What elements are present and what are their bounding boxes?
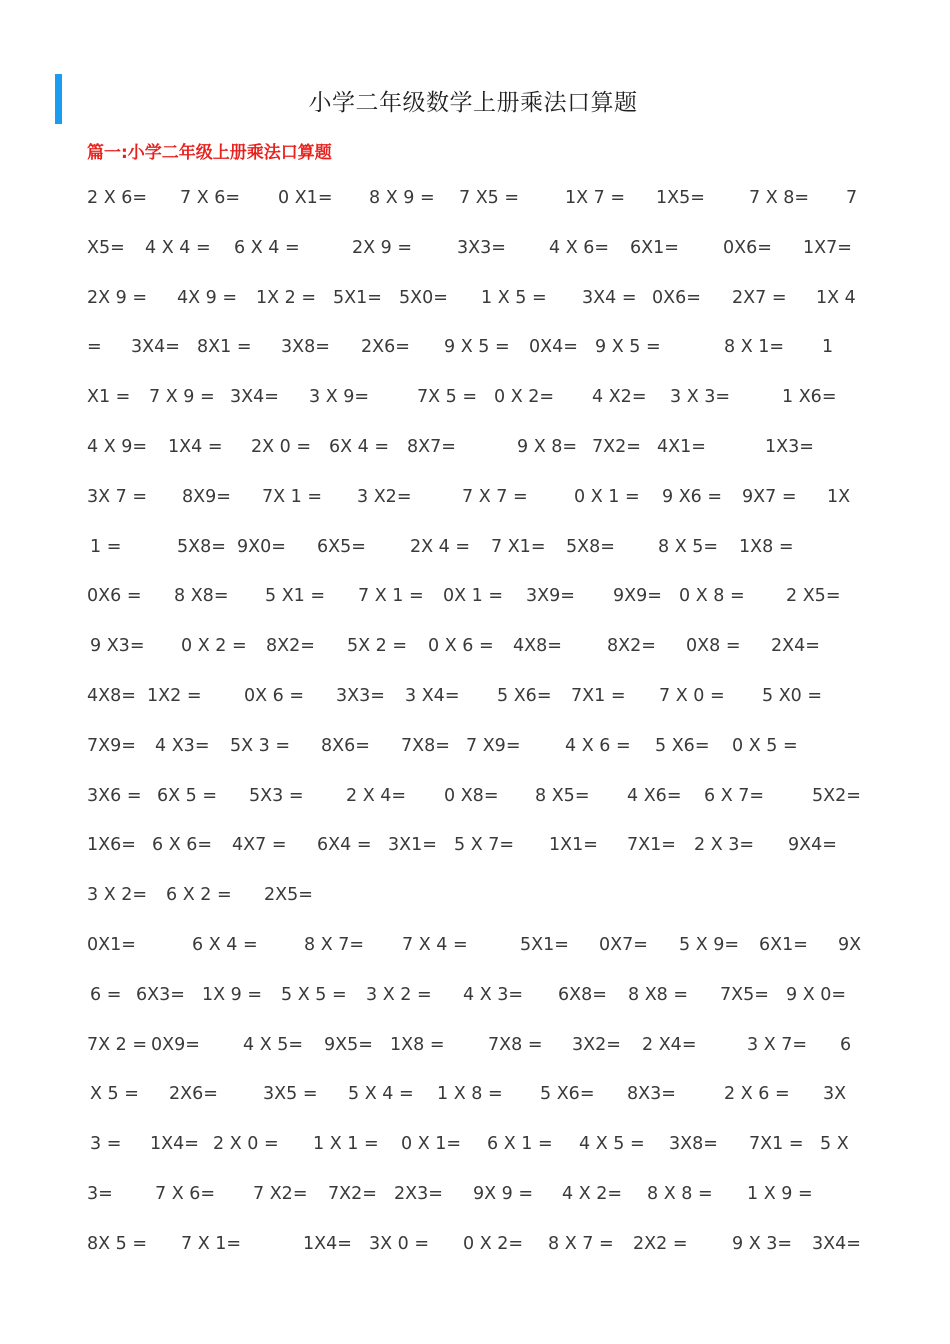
problem-item: 8X2= [266,636,315,657]
problem-item: 5X2= [812,785,861,806]
problem-item: 5 X 4 = [348,1084,414,1105]
problem-item: 5 X 7= [454,835,515,856]
problem-item: 5X0= [399,287,448,308]
problem-item: 0 X 1= [401,1134,462,1155]
problem-item: 5X1= [520,935,569,955]
problem-item: 1X1= [549,835,598,856]
problem-item: 1 = [90,536,122,557]
problem-item: 1 [822,337,834,358]
problem-item: 2 X 6 = [724,1084,790,1105]
problem-item: 1X6= [87,835,136,856]
problem-item: 7 X 4 = [402,935,468,955]
problem-line [0,288,950,312]
problem-item: 3 X 2 = [366,984,432,1005]
problem-item: 9X9= [613,586,662,607]
problem-item: 8 X 9 = [369,188,435,208]
problem-item: 5 X6= [540,1084,595,1105]
problem-item: 2 X5= [786,586,841,607]
problem-item: 7X9= [87,735,136,756]
problem-item: 3 X4= [405,686,460,706]
problem-item: 3 X 7= [747,1034,808,1055]
problem-item: 1X4= [303,1233,352,1254]
problem-item: 3X4= [230,387,279,408]
problem-item: 1 X 8 = [437,1084,503,1105]
problem-item: 8X9= [182,486,231,507]
problem-item: 7 X9= [466,735,521,756]
problem-item: 1 X 1 = [313,1134,379,1155]
problem-item: 4 X 3= [463,984,524,1005]
problem-item: 5 X 5 = [281,984,347,1005]
problem-item: 3X4= [812,1233,861,1254]
problem-line [0,885,950,909]
problem-item: 1X8 = [739,536,794,557]
problem-item: 3 X2= [357,486,412,507]
problem-item: 9 X 0= [786,984,847,1005]
problem-item: 9X 9 = [473,1184,534,1204]
problem-item: 5X 2 = [347,636,408,657]
problem-line [0,935,950,959]
problem-item: 5 X1 = [265,586,326,607]
problem-item: 7 X5 = [459,188,520,208]
problem-item: 7X 1 = [262,486,323,507]
problem-item: 2 X 3= [694,835,755,856]
problem-line [0,835,950,859]
problem-item: 7 X 8= [749,188,810,208]
problem-item: 6 X 4 = [192,935,258,955]
problem-item: 3X [823,1084,847,1105]
problem-item: 4X7 = [232,835,287,856]
problem-item: 3 X 2= [87,885,148,906]
problem-item: 1X4= [150,1134,199,1155]
problem-item: 6 X 6= [152,835,213,856]
problem-item: 7 X 7 = [462,486,528,507]
problem-line [0,437,950,461]
problem-item: 6X 5 = [157,785,218,806]
problem-item: 9 X6 = [662,486,723,507]
problem-item: 2X6= [169,1084,218,1105]
problem-line [0,337,950,361]
problem-item: 5 X6= [497,686,552,706]
problem-line [0,1184,950,1208]
problem-item: 1X7= [803,237,852,258]
problem-item: 8X6= [321,735,370,756]
problem-item: 9X4= [788,835,837,856]
problem-item: 7 X 6= [155,1184,216,1204]
problem-item: 4 X2= [592,387,647,408]
problem-item: 9 X 3= [732,1233,793,1254]
problem-item: 4 X 4 = [145,237,211,258]
problem-item: 2X5= [264,885,313,906]
problem-item: 9 X 8= [517,437,578,457]
problem-item: 7 X 1 = [358,586,424,607]
problem-item: 4X1= [657,437,706,457]
problem-line [0,238,950,262]
problem-line [0,985,950,1009]
problem-line [0,387,950,411]
problem-item: 8 X8 = [628,984,689,1005]
problem-item: 8 X 1= [724,337,785,358]
problem-item: 7X2= [328,1184,377,1204]
document-title: 小学二年级数学上册乘法口算题 [308,90,638,116]
problem-item: 3X4 = [582,287,637,308]
problem-item: 1X 2 = [256,287,317,308]
problem-item: 3X6 = [87,785,142,806]
problem-item: 0X7= [599,935,648,955]
problem-item: 3X4= [131,337,180,358]
problem-item: 6X 4 = [329,437,390,457]
problem-item: 1X8 = [390,1034,445,1055]
problem-item: 0X6= [652,287,701,308]
problem-item: 0 X8= [444,785,499,806]
problem-item: 8 X8= [174,586,229,607]
problem-item: 1X 7 = [565,188,626,208]
problem-item: 0X1= [87,935,136,955]
problem-item: 2X6= [361,337,410,358]
problem-item: 2X7 = [732,287,787,308]
problem-item: 0X4= [529,337,578,358]
problem-item: 3X8= [669,1134,718,1155]
problem-line [0,487,950,511]
problem-item: 9 X 5 = [595,337,661,358]
problem-item: 3 X 9= [309,387,370,408]
problem-item: 2 X 0 = [213,1134,279,1155]
problem-item: 7X 5 = [417,387,478,408]
problem-item: 3= [87,1184,113,1204]
problem-line [0,1234,950,1258]
problem-item: 5X 3 = [230,735,291,756]
problem-item: 7 X 0 = [659,686,725,706]
problem-line [0,686,950,710]
problem-item: 8 X 5= [658,536,719,557]
problem-item: 8X3= [627,1084,676,1105]
problem-item: 5X1= [333,287,382,308]
problem-item: 1X [827,486,851,507]
problem-item: 7X1 = [749,1134,804,1155]
problem-item: 4 X 2= [562,1184,623,1204]
problem-item: 1X3= [765,437,814,457]
problem-item: 8X 5 = [87,1233,148,1254]
section-heading: 篇一:小学二年级上册乘法口算题 [87,143,332,163]
problem-line [0,188,950,212]
problem-item: 1X 4 [816,287,856,308]
problem-item: = [87,337,102,358]
problem-line [0,586,950,610]
problem-item: 2 X 6= [87,188,148,208]
problem-item: 6X1= [630,237,679,258]
problem-item: 7 X1= [491,536,546,557]
problem-item: 0 X 2= [463,1233,524,1254]
problem-item: X 5 = [90,1084,139,1105]
problem-item: 2X4= [771,636,820,657]
problem-item: 2X3= [394,1184,443,1204]
problem-item: 4X8= [513,636,562,657]
problem-line [0,537,950,561]
problem-item: 0 X 1 = [574,486,640,507]
problem-item: 9X7 = [742,486,797,507]
problem-item: 2 X4= [642,1034,697,1055]
problem-item: 7X8 = [488,1034,543,1055]
problem-item: 6 = [90,984,122,1005]
problem-item: 9X5= [324,1034,373,1055]
problem-item: 0X8 = [686,636,741,657]
problem-item: 9 X 5 = [444,337,510,358]
problem-item: 5 X6= [655,735,710,756]
problem-item: 0X9= [151,1034,200,1055]
problem-item: 7 X2= [253,1184,308,1204]
problem-item: 1 X6= [782,387,837,408]
problem-line [0,736,950,760]
problem-item: 5 X0 = [762,686,823,706]
problem-item: 5 X [820,1134,849,1155]
problem-item: 3X9= [526,586,575,607]
problem-item: 9X [838,935,862,955]
problem-line [0,786,950,810]
problem-item: 2X 4 = [410,536,471,557]
problem-item: 3X2= [572,1034,621,1055]
problem-item: 3X 7 = [87,486,148,507]
problem-item: 5X8= [177,536,226,557]
problem-item: 8 X 7 = [548,1233,614,1254]
problem-line [0,1134,950,1158]
problem-item: X1 = [87,387,131,408]
problem-item: 3X5 = [263,1084,318,1105]
problem-item: 8 X5= [535,785,590,806]
problem-item: 6X3= [136,984,185,1005]
problem-item: 4 X3= [155,735,210,756]
problem-item: 2 X 4= [346,785,407,806]
problem-item: 1X 9 = [202,984,263,1005]
problem-item: 0X 6 = [244,686,305,706]
problem-item: 3 X 3= [670,387,731,408]
problem-item: 0 X 5 = [732,735,798,756]
problem-item: 3X3= [336,686,385,706]
problem-item: 0 X 2 = [181,636,247,657]
problem-item: 6 X 2 = [166,885,232,906]
problem-item: 7 X 1= [181,1233,242,1254]
problem-item: 3X 0 = [369,1233,430,1254]
problem-item: 1 X 9 = [747,1184,813,1204]
problem-item: 8 X 7= [304,935,365,955]
problem-item: 5X8= [566,536,615,557]
problem-item: 2X 9 = [352,237,413,258]
problem-item: 0 X 6 = [428,636,494,657]
problem-item: 7X2= [592,437,641,457]
problem-item: 0X 1 = [443,586,504,607]
problem-item: 6X8= [558,984,607,1005]
problem-item: 6 X 4 = [234,237,300,258]
problem-item: 0 X1= [278,188,333,208]
problem-item: 4 X 5 = [579,1134,645,1155]
problem-item: 0X6= [723,237,772,258]
problem-item: 7 X 9 = [149,387,215,408]
problem-item: 3X1= [388,835,437,856]
problem-item: 5X3 = [249,785,304,806]
problem-item: 4 X 5= [243,1034,304,1055]
problem-item: 4 X6= [627,785,682,806]
problem-item: X5= [87,237,125,258]
problem-line [0,1084,950,1108]
problem-item: 4X 9 = [177,287,238,308]
problem-item: 8X7= [407,437,456,457]
problem-item: 8X2= [607,636,656,657]
problem-item: 7 X 6= [180,188,241,208]
problem-item: 2X 0 = [251,437,312,457]
problem-item: 6X5= [317,536,366,557]
problem-item: 6 [840,1034,852,1055]
problem-item: 0X6 = [87,586,142,607]
problem-item: 4X8= [87,686,136,706]
problem-item: 9X0= [237,536,286,557]
problem-item: 9 X3= [90,636,145,657]
problem-item: 7X5= [720,984,769,1005]
problem-item: 5 X 9= [679,935,740,955]
problem-line [0,636,950,660]
problem-item: 2X2 = [633,1233,688,1254]
problem-item: 7X1= [627,835,676,856]
problem-item: 7X8= [401,735,450,756]
problem-item: 3X8= [281,337,330,358]
problem-item: 0 X 2= [494,387,555,408]
problem-item: 6X4 = [317,835,372,856]
problem-item: 1X2 = [147,686,202,706]
problem-item: 4 X 9= [87,437,148,457]
problem-item: 4 X 6 = [565,735,631,756]
problem-item: 0 X 8 = [679,586,745,607]
problem-item: 7 [846,188,858,208]
problem-item: 6 X 7= [704,785,765,806]
problem-item: 7X 2 = [87,1034,148,1055]
problem-item: 1X4 = [168,437,223,457]
problem-item: 6X1= [759,935,808,955]
problem-item: 6 X 1 = [487,1134,553,1155]
problem-item: 4 X 6= [549,237,610,258]
problem-item: 1X5= [656,188,705,208]
problem-item: 3 = [90,1134,122,1155]
problem-item: 7X1 = [571,686,626,706]
problem-item: 8X1 = [197,337,252,358]
problem-item: 8 X 8 = [647,1184,713,1204]
problem-line [0,1035,950,1059]
problem-item: 3X3= [457,237,506,258]
problem-item: 2X 9 = [87,287,148,308]
problem-item: 1 X 5 = [481,287,547,308]
